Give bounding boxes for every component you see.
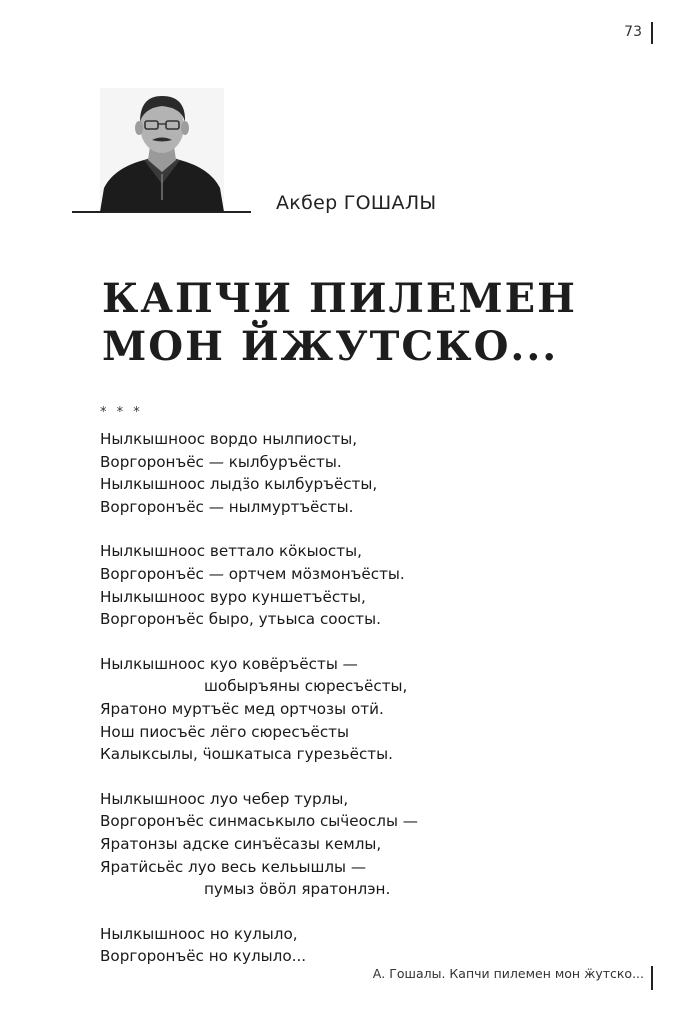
title-line-2: МОН ЙЖУТСКО...	[102, 323, 559, 370]
stanza	[100, 653, 600, 766]
verse-line-indented: пумыз ӧвӧл яратонлэн.	[204, 880, 391, 899]
verse-line: Нылкышноос вордо нылпиосты,	[100, 430, 358, 448]
author-portrait	[100, 88, 224, 212]
footer-divider	[651, 966, 653, 990]
verse-line: Нылкышноос луо чебер турлы,	[100, 789, 349, 808]
verse-line: Нылкышноос лыдӟо кылбуръёсты,	[100, 475, 378, 494]
verse-line: Яратӥсьёс луо весь кельышлы —	[100, 857, 367, 876]
stanza	[100, 428, 600, 518]
verse-line: Нылкышноос веттало кӧкыосты,	[100, 542, 362, 561]
verse-line: Воргоронъёс — кылбуръёсты.	[100, 452, 342, 471]
verse-line: Воргоронъёс быро, утьыса соосты.	[100, 610, 381, 629]
verse-line: Нош пиосъёс лёго сюресъёсты	[100, 722, 350, 741]
verse-line: Воргоронъёс синмаськыло сыӵеослы —	[100, 812, 418, 831]
verse-line: Нылкышноос куо ковёръёсты —	[100, 654, 358, 673]
portrait-photo	[100, 88, 224, 212]
verse-line: Воргоронъёс — нылмуртъёсты.	[100, 497, 354, 516]
page-number: 73	[624, 24, 642, 40]
author-name: Акбер ГОШАЛЫ	[276, 192, 437, 214]
verse-line: Воргоронъёс — ортчем мӧзмонъёсты.	[100, 564, 405, 583]
running-footer: А. Гошалы. Капчи пилемен мон ӝутско...	[372, 966, 644, 981]
stanza	[100, 923, 600, 968]
poem-body	[100, 406, 600, 990]
verse-line: Яратонзы адске синъёсазы кемлы,	[100, 834, 382, 853]
stanza	[100, 540, 600, 630]
verse-line-indented: шобыръяны сюресъёсты,	[204, 677, 408, 696]
verse-line: Калыксылы, ӵошкатыса гурезьёсты.	[100, 745, 393, 764]
stanza	[100, 788, 600, 901]
poem-marker: * * *	[100, 405, 143, 420]
title-line-1: КАПЧИ ПИЛЕМЕН	[102, 275, 577, 322]
verse-line: Нылкышноос вуро куншетъёсты,	[100, 587, 366, 606]
page-number-divider	[651, 22, 653, 44]
verse-line: Воргоронъёс но кулыло...	[100, 947, 307, 966]
verse-line: Яратоно муртъёс мед ортчозы отӥ.	[100, 699, 384, 718]
poem-title	[102, 275, 622, 371]
verse-line: Нылкышноос но кулыло,	[100, 924, 298, 943]
portrait-rule	[72, 211, 251, 213]
